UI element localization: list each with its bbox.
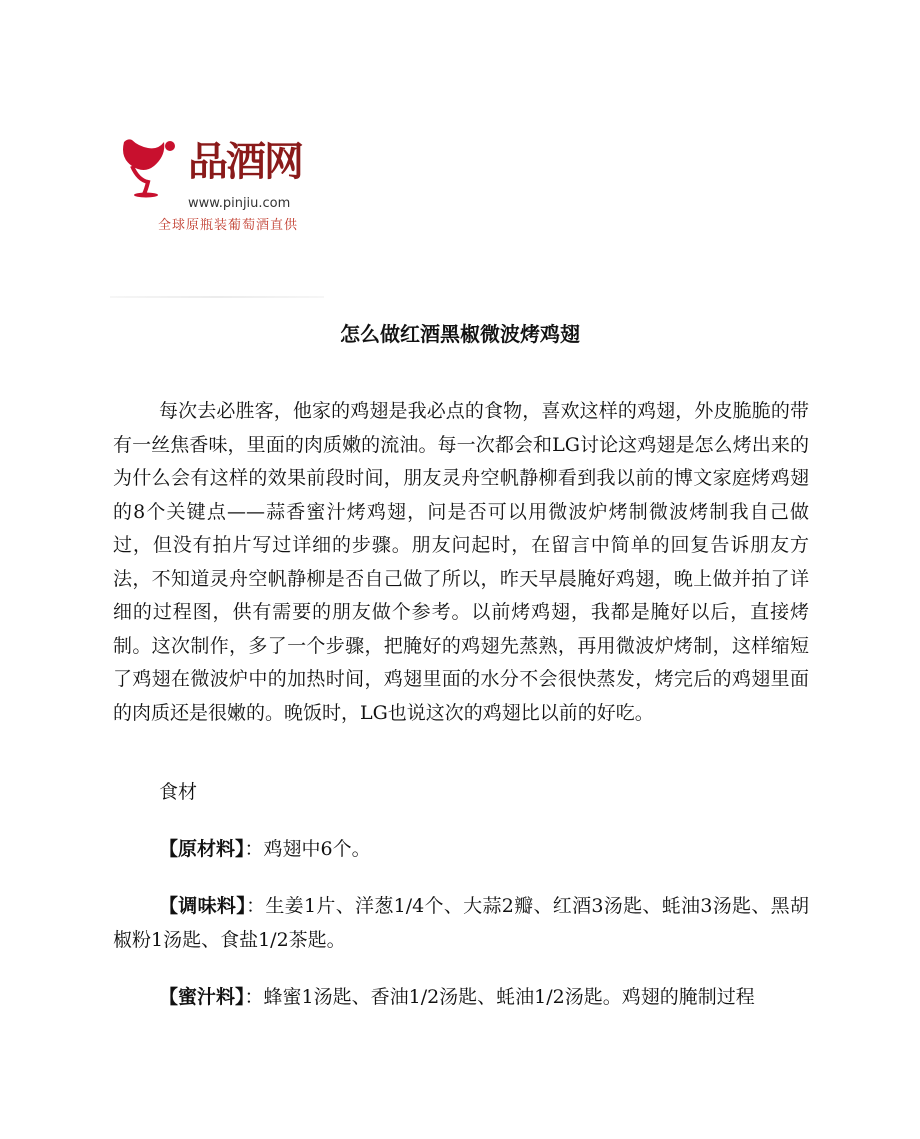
article-title: 怎么做红酒黑椒微波烤鸡翅 (340, 322, 580, 346)
raw-materials-text: ：鸡翅中6个。 (244, 838, 371, 860)
logo-url: www.pinjiu.com (188, 196, 291, 211)
sauce-text: ：蜂蜜1汤匙、香油1/2汤匙、蚝油1/2汤匙。鸡翅的腌制过程 (244, 986, 755, 1008)
seasoning-text: ：生姜1片、洋葱1/4个、大蒜2瓣、红酒3汤匙、蚝油3汤匙、黑胡椒粉1汤匙、食盐1/2茶匙。 (113, 895, 809, 951)
logo-name: 品酒网 (188, 139, 302, 185)
raw-materials-line (113, 833, 809, 867)
raw-materials-label: 【原材料】 (159, 838, 245, 860)
sauce-line (113, 981, 809, 1015)
pinjiu-logo (118, 128, 328, 248)
sauce-label: 【蜜汁料】 (159, 986, 245, 1008)
header-divider (110, 296, 324, 298)
wine-glass-logo-icon (118, 136, 188, 198)
ingredients-heading: 食材 (159, 781, 198, 803)
intro-paragraph: 每次去必胜客，他家的鸡翅是我必点的食物，喜欢这样的鸡翅，外皮脆脆的带有一丝焦香味，里面的肉质嫩的流油。每一次都会和LG讨论这鸡翅是怎么烤出来的为什么会有这样的效果前段时间，朋友灵舟空帆静柳看到我以前的博文家庭烤鸡翅的8个关键点——蒜香蜜汁烤鸡翅，问是否可以用微波炉烤制微波烤制我自己做过，但没有拍片写过详细的步骤。朋友问起时，在留言中简单的回复告诉朋友方法，不知道灵舟空帆静柳是否自己做了所以，昨天早晨腌好鸡翅，晚上做并拍了详细的过程图，供有需要的朋友做个参考。以前烤鸡翅，我都是腌好以后，直接烤制。这次制作，多了一个步骤，把腌好的鸡翅先蒸熟，再用微波炉烤制，这样缩短了鸡翅在微波炉中的加热时间，鸡翅里面的水分不会很快蒸发，烤完后的鸡翅里面的肉质还是很嫩的。晚饭时，LG也说这次的鸡翅比以前的好吃。 (113, 400, 809, 724)
seasoning-label: 【调味料】 (159, 895, 247, 917)
seasoning-line (113, 890, 809, 957)
logo-slogan: 全球原瓶装葡萄酒直供 (158, 218, 299, 233)
